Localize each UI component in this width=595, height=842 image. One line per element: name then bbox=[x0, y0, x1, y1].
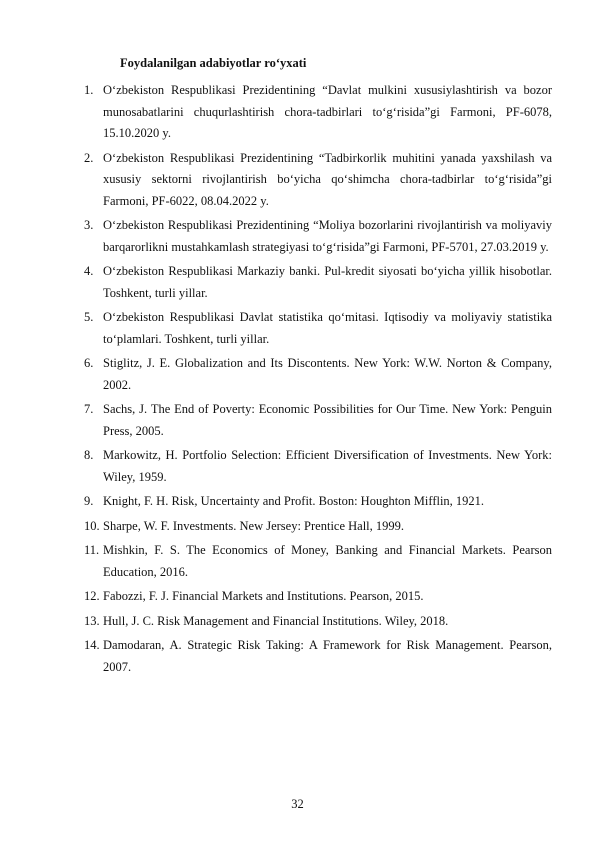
reference-number: 6. bbox=[84, 356, 94, 370]
reference-item bbox=[84, 261, 552, 304]
reference-text: Oʻzbekiston Respublikasi Prezidentining “Tadbirkorlik muhitini yanada yaxshilash va xususiy sektorni rivojlantirish boʻyicha qoʻshimcha chora-tadbirlar toʻgʻrisida”gi Farmoni, PF-6022, 08.04.2022 y. bbox=[103, 150, 552, 208]
reference-number: 4. bbox=[84, 264, 94, 278]
reference-number: 3. bbox=[84, 218, 94, 232]
reference-number: 1. bbox=[84, 83, 94, 97]
reference-number: 10. bbox=[84, 518, 100, 533]
reference-text: Knight, F. H. Risk, Uncertainty and Profit. Boston: Houghton Mifflin, 1921. bbox=[103, 494, 485, 508]
reference-text: Damodaran, A. Strategic Risk Taking: A Framework for Risk Management. Pearson, 2007. bbox=[103, 638, 552, 674]
reference-item bbox=[84, 516, 552, 538]
reference-list bbox=[84, 80, 552, 681]
reference-text: Mishkin, F. S. The Economics of Money, Banking and Financial Markets. Pearson Education, 2016. bbox=[103, 543, 552, 579]
reference-item bbox=[84, 80, 552, 145]
reference-text: Stiglitz, J. E. Globalization and Its Discontents. New York: W.W. Norton & Company, 2002. bbox=[103, 356, 552, 392]
reference-item bbox=[84, 353, 552, 396]
reference-item bbox=[84, 307, 552, 350]
reference-number: 13. bbox=[84, 613, 100, 628]
reference-number: 9. bbox=[84, 494, 94, 508]
reference-item bbox=[84, 491, 552, 513]
reference-text: Hull, J. C. Risk Management and Financial Institutions. Wiley, 2018. bbox=[103, 613, 449, 628]
section-heading: Foydalanilgan adabiyotlar roʻyxati bbox=[120, 56, 307, 70]
reference-text: Markowitz, H. Portfolio Selection: Efficient Diversification of Investments. New York: Wiley, 1959. bbox=[103, 448, 552, 484]
reference-text: Sharpe, W. F. Investments. New Jersey: Prentice Hall, 1999. bbox=[103, 518, 405, 533]
reference-text: Oʻzbekiston Respublikasi Markaziy banki. Pul-kredit siyosati boʻyicha yillik hisobotlar. Toshkent, turli yillar. bbox=[103, 264, 552, 300]
reference-number: 14. bbox=[84, 638, 100, 652]
reference-item bbox=[84, 635, 552, 678]
reference-number: 7. bbox=[84, 402, 94, 416]
reference-text: Sachs, J. The End of Poverty: Economic Possibilities for Our Time. New York: Penguin Press, 2005. bbox=[103, 402, 552, 438]
reference-number: 5. bbox=[84, 310, 94, 324]
reference-item bbox=[84, 611, 552, 633]
reference-number: 8. bbox=[84, 448, 94, 462]
page-number: 32 bbox=[291, 797, 304, 811]
reference-number: 2. bbox=[84, 150, 94, 165]
reference-number: 12. bbox=[84, 589, 100, 603]
reference-item bbox=[84, 399, 552, 442]
reference-number: 11. bbox=[84, 543, 100, 557]
reference-text: Oʻzbekiston Respublikasi Prezidentining “Davlat mulkini xususiylashtirish va bozor munosabatlarini chuqurlashtirish chora-tadbirlari toʻgʻrisida”gi Farmoni, PF-6078, 15.10.2020 y. bbox=[103, 83, 552, 140]
reference-text: Oʻzbekiston Respublikasi Davlat statistika qoʻmitasi. Iqtisodiy va moliyaviy statistika toʻplamlari. Toshkent, turli yillar. bbox=[103, 310, 552, 346]
reference-text: Fabozzi, F. J. Financial Markets and Institutions. Pearson, 2015. bbox=[103, 589, 424, 603]
reference-item bbox=[84, 148, 552, 213]
reference-text: Oʻzbekiston Respublikasi Prezidentining “Moliya bozorlarini rivojlantirish va moliyaviy barqarorlikni mustahkamlash strategiyasi toʻgʻrisida”gi Farmoni, PF-5701, 27.03.2019 y. bbox=[103, 218, 552, 254]
reference-item bbox=[84, 540, 552, 583]
reference-item bbox=[84, 445, 552, 488]
reference-item bbox=[84, 586, 552, 608]
reference-item bbox=[84, 215, 552, 258]
